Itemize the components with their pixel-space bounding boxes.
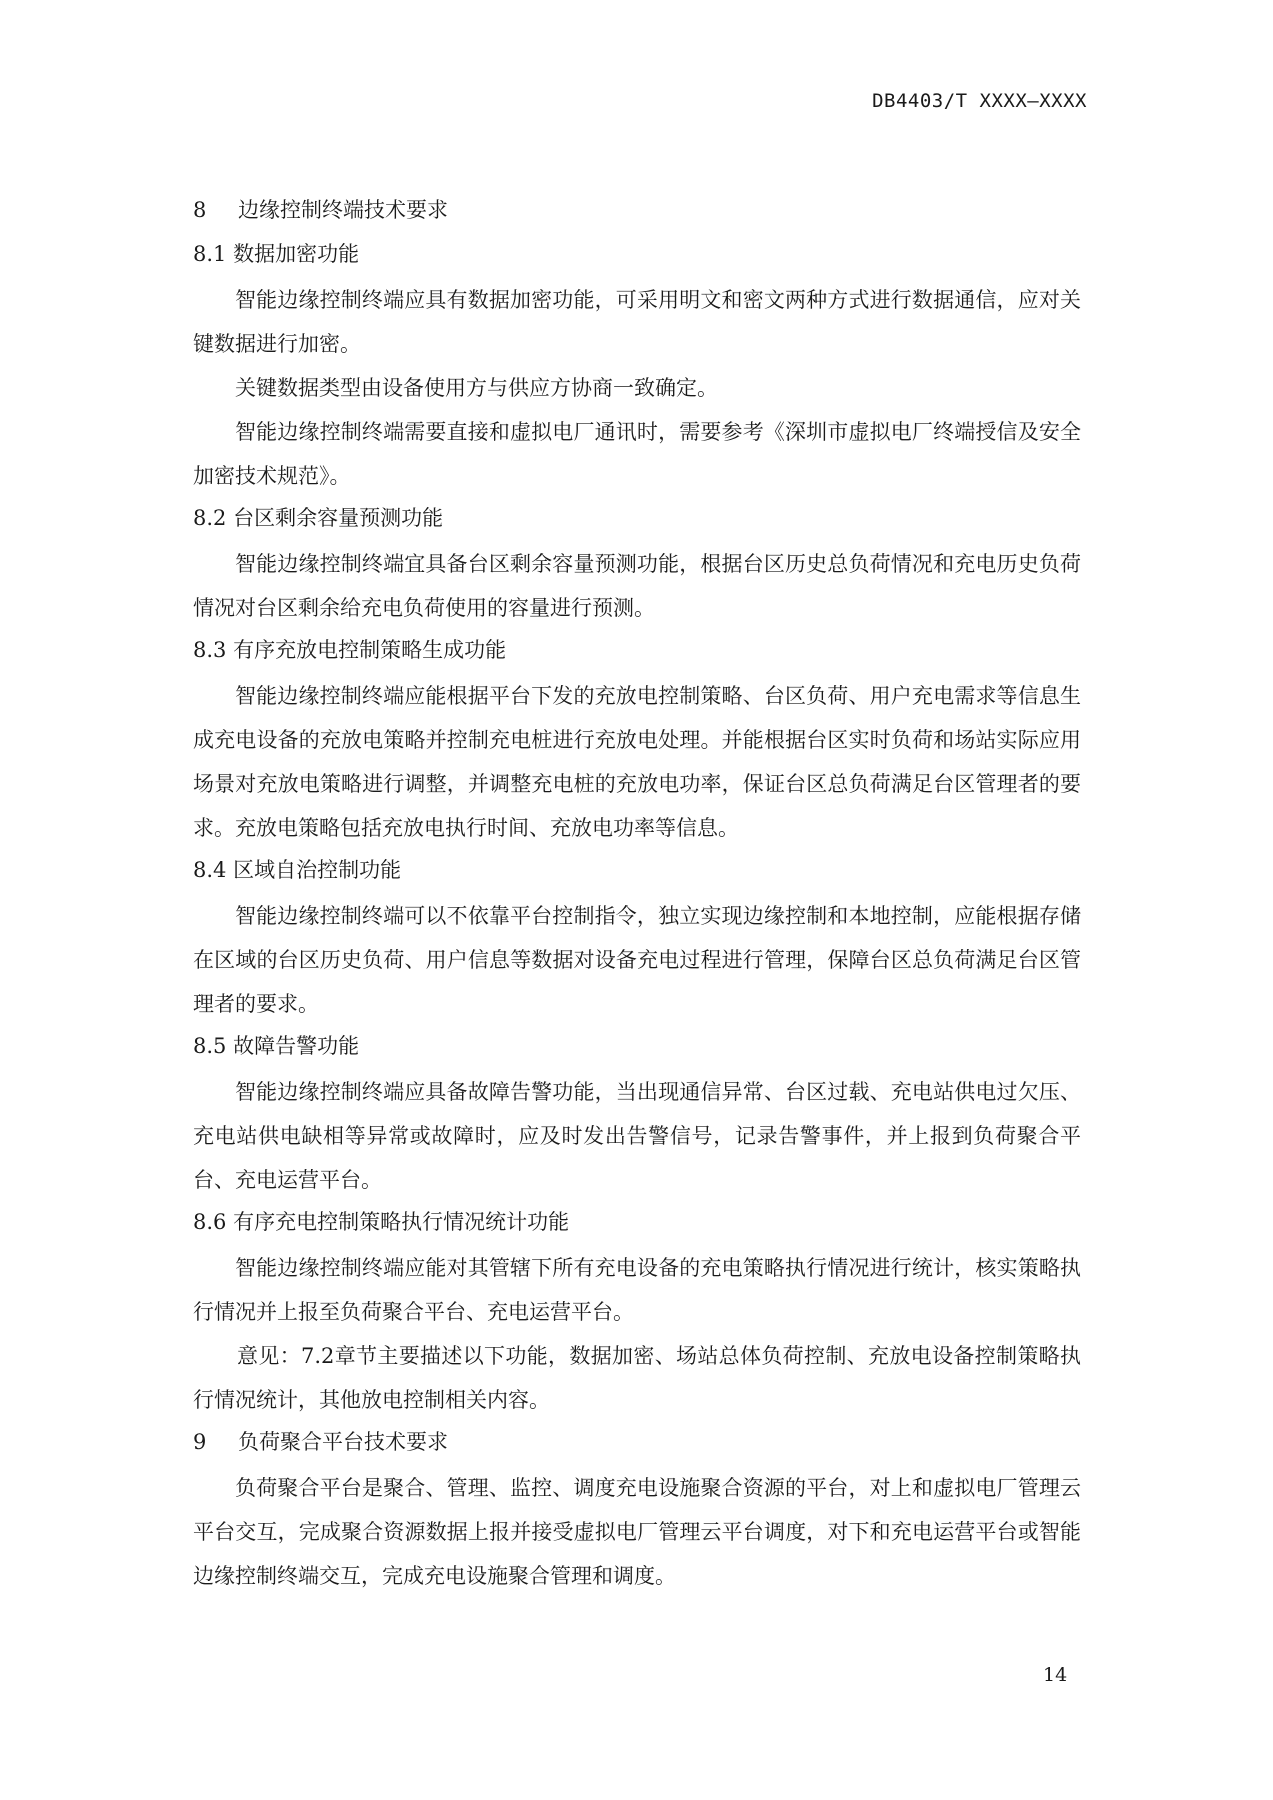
comment-note: 意见：7.2章节主要描述以下功能，数据加密、场站总体负荷控制、充放电设备控制策略执行情况统计，其他放电控制相关内容。 [193,1344,1081,1412]
section-heading-8-6: 8.6 有序充电控制策略执行情况统计功能 [193,1210,570,1234]
paragraph: 智能边缘控制终端应能根据平台下发的充放电控制策略、台区负荷、用户充电需求等信息生成充电设备的充放电策略并控制充电桩进行充放电处理。并能根据台区实时负荷和场站实际应用场景对充放电策略进行调整，并调整充电桩的充放电功率，保证台区总负荷满足台区管理者的要求。充放电策略包括充放电执行时间、充放电功率等信息。 [193,684,1081,840]
section-heading-8-1: 8.1 数据加密功能 [193,242,360,266]
chapter-heading-9 [193,1422,1081,1466]
chapter-title: 边缘控制终端技术要求 [238,198,448,222]
page-number: 14 [1043,1664,1068,1686]
paragraph: 智能边缘控制终端应能对其管辖下所有充电设备的充电策略执行情况进行统计，核实策略执行情况并上报至负荷聚合平台、充电运营平台。 [193,1256,1081,1324]
chapter-number: 8 [193,198,207,222]
section-heading-8-2: 8.2 台区剩余容量预测功能 [193,506,444,530]
paragraph: 智能边缘控制终端宜具备台区剩余容量预测功能，根据台区历史总负荷情况和充电历史负荷情况对台区剩余给充电负荷使用的容量进行预测。 [193,552,1081,620]
chapter-title: 负荷聚合平台技术要求 [238,1430,448,1454]
paragraph: 智能边缘控制终端应具有数据加密功能，可采用明文和密文两种方式进行数据通信，应对关键数据进行加密。 [193,288,1081,356]
section-heading-8-5: 8.5 故障告警功能 [193,1034,360,1058]
document-code: DB4403/T XXXX—XXXX [872,90,1087,112]
paragraph: 智能边缘控制终端应具备故障告警功能，当出现通信异常、台区过载、充电站供电过欠压、充电站供电缺相等异常或故障时，应及时发出告警信号，记录告警事件，并上报到负荷聚合平台、充电运营平台。 [193,1080,1081,1192]
chapter-number: 9 [193,1430,207,1454]
paragraph: 负荷聚合平台是聚合、管理、监控、调度充电设施聚合资源的平台，对上和虚拟电厂管理云平台交互，完成聚合资源数据上报并接受虚拟电厂管理云平台调度，对下和充电运营平台或智能边缘控制终端交互，完成充电设施聚合管理和调度。 [193,1476,1081,1588]
section-heading-8-4: 8.4 区域自治控制功能 [193,858,402,882]
chapter-heading-8 [193,190,1081,234]
paragraph: 关键数据类型由设备使用方与供应方协商一致确定。 [235,376,718,400]
page-content [193,190,1081,1598]
section-heading-8-3: 8.3 有序充放电控制策略生成功能 [193,638,507,662]
paragraph: 智能边缘控制终端需要直接和虚拟电厂通讯时，需要参考《深圳市虚拟电厂终端授信及安全加密技术规范》。 [193,420,1081,488]
paragraph: 智能边缘控制终端可以不依靠平台控制指令，独立实现边缘控制和本地控制，应能根据存储在区域的台区历史负荷、用户信息等数据对设备充电过程进行管理，保障台区总负荷满足台区管理者的要求。 [193,904,1081,1016]
